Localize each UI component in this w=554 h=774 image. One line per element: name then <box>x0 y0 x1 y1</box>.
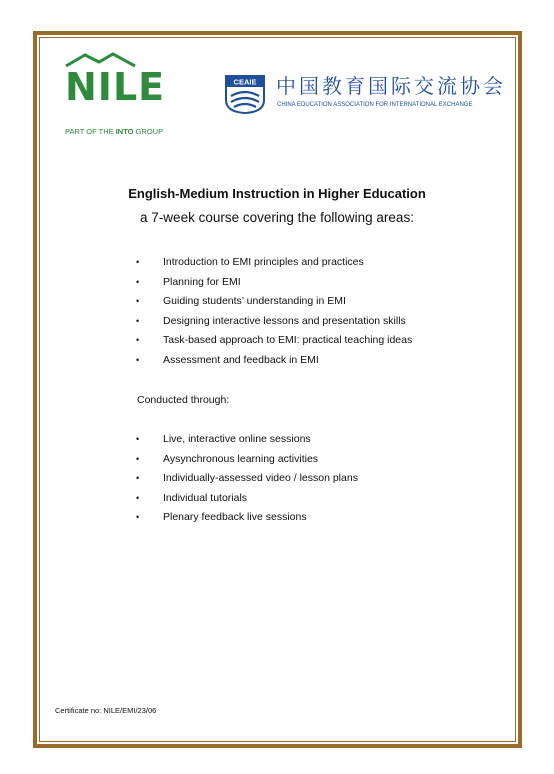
bullet-icon: • <box>136 512 140 523</box>
nile-wordmark: NILE <box>65 65 166 109</box>
bullet-icon: • <box>136 354 140 365</box>
certificate-inner-border <box>39 37 516 742</box>
certificate-number: Certificate no: NILE/EMI/23/06 <box>55 706 157 715</box>
bullet-icon: • <box>136 335 140 346</box>
bullet-icon: • <box>136 276 140 287</box>
ceaie-chinese-name: 中国教育国际交流协会 <box>276 74 506 98</box>
svg-text:CEAIE: CEAIE <box>233 77 257 87</box>
bullet-icon: • <box>136 453 140 464</box>
nile-tagline: PART OF THE INTO GROUP <box>65 127 164 136</box>
course-subtitle: a 7-week course covering the following areas: <box>140 210 414 225</box>
bullet-icon: • <box>136 315 140 326</box>
bullet-icon: • <box>136 296 140 307</box>
bullet-icon: • <box>136 492 140 503</box>
bullet-icon: • <box>136 257 140 267</box>
nile-logo <box>63 52 173 137</box>
course-title: English-Medium Instruction in Higher Education <box>128 186 426 201</box>
ceaie-english-name: CHINA EDUCATION ASSOCIATION FOR INTERNATIONAL EXCHANGE <box>277 102 473 108</box>
ceaie-emblem-icon <box>222 74 268 114</box>
ceaie-logo <box>222 74 506 119</box>
bullet-icon: • <box>136 473 140 484</box>
bullet-icon: • <box>136 434 140 444</box>
conducted-heading: Conducted through: <box>137 394 230 406</box>
